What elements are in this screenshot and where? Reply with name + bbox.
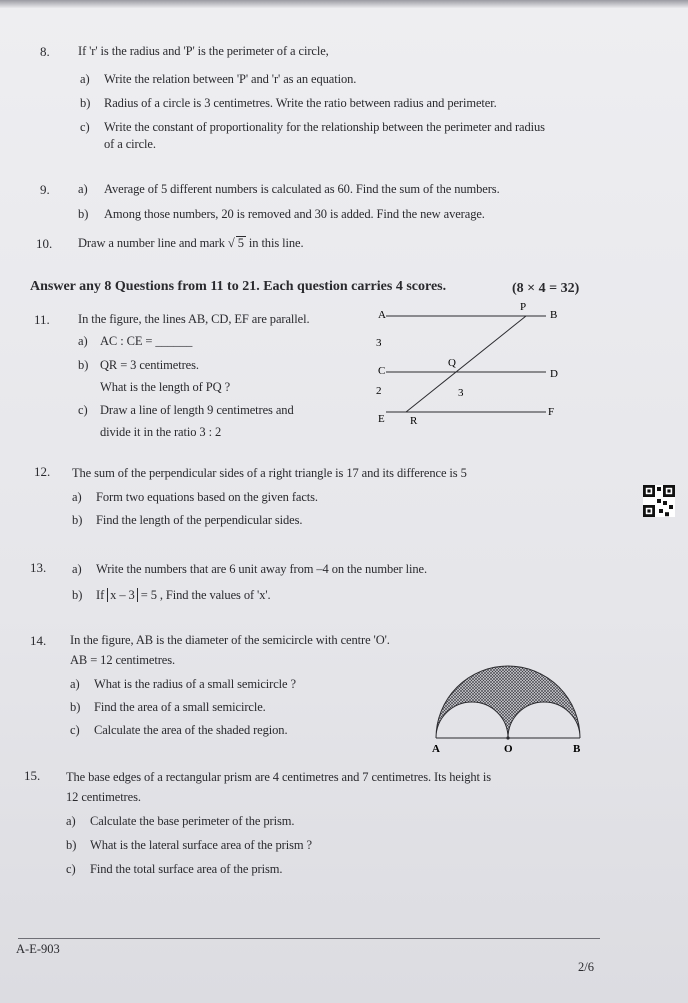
footer-page-number: 2/6: [578, 960, 594, 974]
q9a-label: a): [78, 182, 88, 196]
q8c-label: c): [80, 120, 90, 134]
q11-stem: In the figure, the lines AB, CD, EF are parallel.: [78, 312, 310, 326]
label-p: P: [520, 301, 527, 313]
q8b-label: b): [80, 96, 91, 110]
label-d: D: [550, 368, 558, 380]
q13b-label: b): [72, 588, 83, 602]
section-marks: (8 × 4 = 32): [512, 281, 580, 296]
transversal-pr: [406, 316, 526, 412]
q14c-label: c): [70, 723, 80, 737]
q15b-label: b): [66, 838, 77, 852]
q11-number: 11.: [34, 312, 50, 327]
q15c-label: c): [66, 862, 76, 876]
label-b: B: [573, 743, 581, 755]
footer-divider: [18, 938, 600, 939]
q13b-text: If x – 3 = 5 , Find the values of 'x'.: [96, 588, 271, 602]
label-ce-length: 2: [376, 385, 382, 397]
label-e: E: [378, 413, 385, 425]
top-edge: [0, 0, 688, 8]
q8a-text: Write the relation between 'P' and 'r' as an equation.: [104, 72, 357, 86]
q14-number: 14.: [30, 633, 47, 648]
q11c-line2: divide it in the ratio 3 : 2: [100, 425, 222, 439]
q15b-text: What is the lateral surface area of the prism ?: [90, 838, 312, 852]
q12-stem: The sum of the perpendicular sides of a right triangle is 17 and its difference is 5: [72, 466, 467, 480]
qr-code-icon: [643, 485, 675, 517]
q10-text: Draw a number line and mark √ 5 in this line.: [78, 236, 304, 250]
footer-code: A-E-903: [16, 942, 60, 956]
q11a-text: AC : CE = ______: [100, 334, 193, 348]
section-instruction: Answer any 8 Questions from 11 to 21. Each question carries 4 scores.: [30, 279, 447, 294]
q13a-text: Write the numbers that are 6 unit away from –4 on the number line.: [96, 562, 427, 576]
label-a: A: [378, 309, 386, 321]
q15c-text: Find the total surface area of the prism.: [90, 862, 283, 876]
q8c-line1: Write the constant of proportionality for the relationship between the perimeter and radius: [104, 120, 545, 134]
q8-number: 8.: [40, 44, 50, 59]
q14b-text: Find the area of a small semicircle.: [94, 700, 266, 714]
q11a-label: a): [78, 334, 88, 348]
q13a-label: a): [72, 562, 82, 576]
q14c-text: Calculate the area of the shaded region.: [94, 723, 288, 737]
q8b-text: Radius of a circle is 3 centimetres. Write the ratio between radius and perimeter.: [104, 96, 497, 110]
q8-stem: If 'r' is the radius and 'P' is the perimeter of a circle,: [78, 44, 329, 58]
q9b-text: Among those numbers, 20 is removed and 30 is added. Find the new average.: [104, 207, 485, 221]
label-q: Q: [448, 357, 456, 369]
centre-point: [506, 736, 509, 739]
q12b-text: Find the length of the perpendicular sides.: [96, 513, 303, 527]
q15a-text: Calculate the base perimeter of the prism.: [90, 814, 295, 828]
label-b: B: [550, 309, 558, 321]
label-c: C: [378, 365, 386, 377]
q11-parallel-lines-figure: [368, 296, 568, 431]
label-ac-length: 3: [376, 337, 382, 349]
q9-number: 9.: [40, 182, 50, 197]
q12b-label: b): [72, 513, 83, 527]
q15a-label: a): [66, 814, 76, 828]
q15-line1: The base edges of a rectangular prism are 4 centimetres and 7 centimetres. Its height is: [66, 770, 492, 784]
q15-number: 15.: [24, 768, 41, 783]
q14-given: AB = 12 centimetres.: [70, 653, 176, 667]
q10-number: 10.: [36, 236, 53, 251]
label-qr-length: 3: [458, 387, 464, 399]
q11b-line1: QR = 3 centimetres.: [100, 358, 199, 372]
q14-stem: In the figure, AB is the diameter of the semicircle with centre 'O'.: [70, 633, 390, 647]
q9b-label: b): [78, 207, 89, 221]
q10-sqrt-radicand: 5: [237, 236, 244, 250]
q14b-label: b): [70, 700, 81, 714]
q11b-line2: What is the length of PQ ?: [100, 380, 231, 394]
q14a-label: a): [70, 677, 80, 691]
q12a-label: a): [72, 490, 82, 504]
q9a-text: Average of 5 different numbers is calculated as 60. Find the sum of the numbers.: [104, 182, 500, 196]
q15-line2: 12 centimetres.: [66, 790, 141, 804]
q12a-text: Form two equations based on the given facts.: [96, 490, 318, 504]
q11b-label: b): [78, 358, 89, 372]
label-r: R: [410, 415, 418, 427]
q8a-label: a): [80, 72, 90, 86]
q13b-absolute-value: x – 3: [107, 588, 138, 602]
q13-number: 13.: [30, 560, 47, 575]
q14a-text: What is the radius of a small semicircle ?: [94, 677, 296, 691]
q8c-line2: of a circle.: [104, 137, 156, 151]
q14-semicircle-figure: [428, 655, 598, 755]
q11c-label: c): [78, 403, 88, 417]
label-a: A: [432, 743, 440, 755]
label-o: O: [504, 743, 513, 755]
q11c-line1: Draw a line of length 9 centimetres and: [100, 403, 294, 417]
q12-number: 12.: [34, 464, 51, 479]
shaded-region: [436, 666, 580, 738]
label-f: F: [548, 406, 555, 418]
